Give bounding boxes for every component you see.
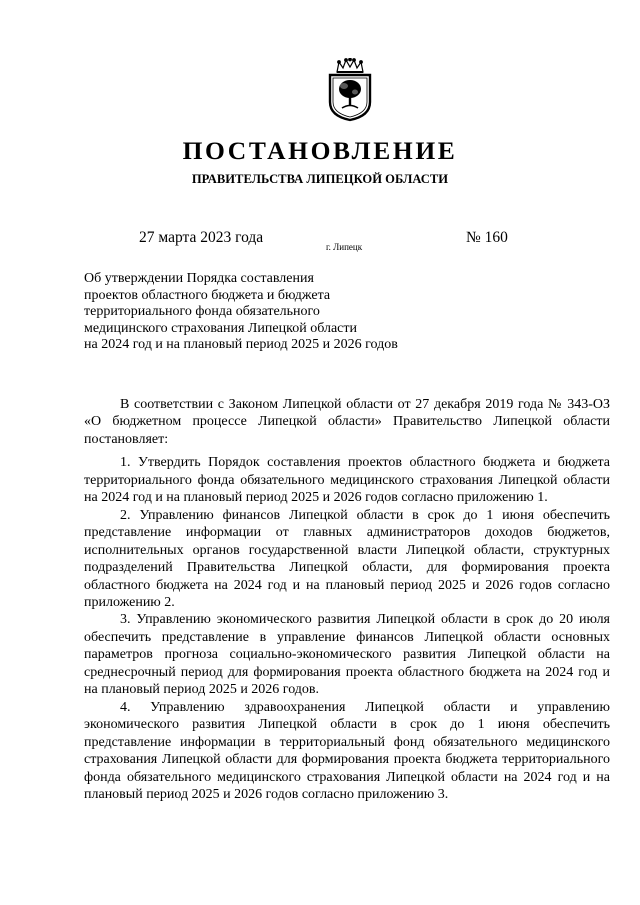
clause-1-paragraph: 1. Утвердить Порядок составления проектов областного бюджета и бюджета территориального фонда обязательного медицинского страхования Липецкой области на 2024 год и на плановый период 2025 и 2026 годов согласно приложению 1. [84, 455, 610, 506]
document-heading [84, 271, 484, 354]
crown-icon [337, 58, 363, 72]
clause-2-paragraph: 2. Управлению финансов Липецкой области в срок до 1 июня обеспечить представление информации от главных администраторов доходов бюджетов, исполнительных органов государственной власти Липецкой области, структурных подразделений Правительства Липецкой области, для формирования проекта областного бюджета на 2024 год и на плановый период 2025 и 2026 годов согласно приложению 2. [84, 507, 610, 610]
clause-4-paragraph: 4. Управлению здравоохранения Липецкой области и управлению экономического развития Липецкой области в срок до 1 июня обеспечить представление информации в территориальный фонд обязательного медицинского страхования Липецкой области для формирования проекта бюджета территориального фонда обязательного медицинского страхования Липецкой области на 2024 год и на плановый период 2025 и 2026 годов согласно приложению 3. [84, 699, 610, 802]
document-title: ПОСТАНОВЛЕНИЕ [182, 136, 458, 165]
document-body [84, 396, 610, 803]
heading-line: территориального фонда обязательного [84, 304, 320, 319]
clause-3-paragraph: 3. Управлению экономического развития Липецкой области в срок до 20 июля обеспечить представление в управление финансов Липецкой области основных параметров прогноза социально-экономического развития Липецкой области на среднесрочный период для формирования проекта областного бюджета на 2024 год и на плановый период 2025 и 2026 годов. [84, 612, 610, 698]
document-city: г. Липецк [326, 242, 363, 252]
heading-line: на 2024 год и на плановый период 2025 и 2026 годов [84, 337, 398, 352]
coat-of-arms-icon [325, 58, 375, 122]
heading-line: проектов областного бюджета и бюджета [84, 287, 331, 303]
document-number: № 160 [466, 229, 508, 246]
document-issuer: ПРАВИТЕЛЬСТВА ЛИПЕЦКОЙ ОБЛАСТИ [191, 172, 449, 186]
preamble-paragraph: В соответствии с Законом Липецкой области от 27 декабря 2019 года № 343-ОЗ «О бюджетном процессе Липецкой области» Правительство Липецкой области постановляет: [84, 397, 610, 447]
document-date: 27 марта 2023 года [139, 229, 264, 246]
heading-line: медицинского страхования Липецкой области [84, 320, 357, 336]
heading-line: Об утверждении Порядка составления [84, 271, 314, 286]
